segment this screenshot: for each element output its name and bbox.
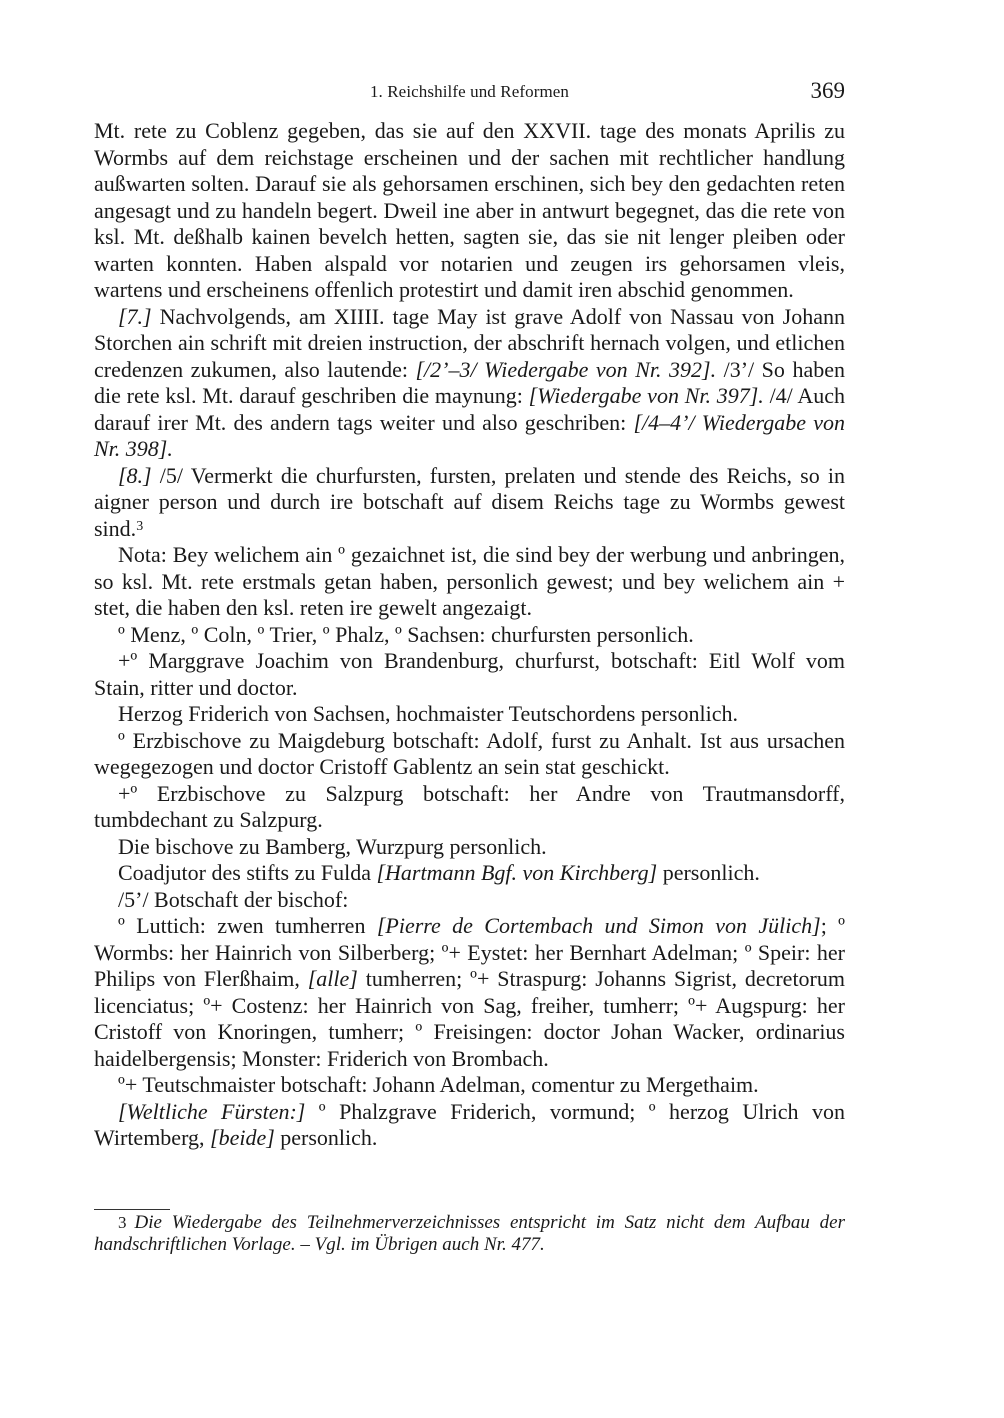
paragraph-2-text-c: /4/ Auch darauf irer Mt. des andern tags weiter und also geschriben: bbox=[94, 383, 845, 435]
bischof-text-c: tumherren; º+ Straspurg: Johanns Sigrist, decretorum licenciatus; º+ Costenz: her Hainrich von Sag, freiher, tumherr; º+ Augspurg: her Cristoff von Knoringen, tumherr; º Freisingen: doctor Johan Wacker, ordinarius haidelbergensis; Monster: Friderich von Brombach. bbox=[94, 966, 845, 1071]
section-mark-8: [8.] bbox=[118, 462, 152, 488]
page-number: 369 bbox=[810, 78, 845, 103]
footnote bbox=[94, 1212, 845, 1256]
paragraph-2-text-b: /3’/ So haben die rete ksl. Mt. darauf geschriben die maynung: bbox=[94, 356, 845, 408]
list-item-salzpurg: +º Erzbischove zu Salzpurg botschaft: her Andre von Trautmansdorff, tumbdechant zu Salzpurg. bbox=[94, 780, 845, 832]
section-mark-7: [7.] bbox=[118, 303, 152, 329]
footnote-divider bbox=[94, 1209, 170, 1210]
list-item-weltliche-fursten bbox=[94, 1099, 845, 1152]
paragraph-2-text-a: Nachvolgends, am XIIII. tage May ist grave Adolf von Nassau von Johann Storchen ain schrift mit dreien instruction, der abschrift hernach volgen, und etlichen credenzen zukumen, also lautende: bbox=[94, 303, 845, 382]
list-item-bischof bbox=[94, 913, 845, 1072]
list-item-brandenburg: +º Marggrave Joachim von Brandenburg, churfurst, botschaft: Eitl Wolf vom Stain, ritter und doctor. bbox=[94, 648, 845, 700]
weltliche-text-b: personlich. bbox=[274, 1125, 378, 1150]
list-item-bamberg: Die bischove zu Bamberg, Wurzpurg personlich. bbox=[118, 833, 547, 859]
list-item-churfursten: º Menz, º Coln, º Trier, º Phalz, º Sachsen: churfursten personlich. bbox=[118, 621, 694, 647]
paragraph-1: Mt. rete zu Coblenz gegeben, das sie auf den XXVII. tage des monats Aprilis zu Wormbs auf dem reichstage erscheinen und der sachen mit rechtlicher handlung außwarten solten. Darauf sie als gehorsamen erschinen, sich bey den gedachten reten angesagt und zu handeln begert. Dweil ine aber in antwurt begegnet, das die rete von ksl. Mt. deßhalb kainen bevelch hetten, sagten sie, das sie nit lenger pleiben oder warten konnten. Haben alspald vor notarien und zeugen irs gehorsamen vleis, wartens und erscheinens offenlich protestirt und damit iren abschid genommen. bbox=[94, 118, 845, 302]
editorial-note-alle: [alle] bbox=[307, 966, 358, 991]
editorial-note-392: [/2’–3/ Wiedergabe von Nr. 392]. bbox=[415, 356, 717, 382]
editorial-note-398: [/4–4’/ Wiedergabe von Nr. 398]. bbox=[94, 409, 845, 461]
footnote-number: 3 bbox=[118, 1213, 127, 1232]
paragraph-nota: Nota: Bey welichem ain º gezaichnet ist, die sind bey der werbung und anbringen, so ksl. Mt. rete erstmals getan haben, personlich gewest; und bey welichem ain + stet, die haben den ksl. reten ire gewelt angezaigt. bbox=[94, 542, 845, 620]
footnote-text: Die Wiedergabe des Teilnehmerverzeichnisses entspricht im Satz nicht dem Aufbau der handschriftlichen Vorlage. – Vgl. im Übrigen auch Nr. 477. bbox=[94, 1212, 845, 1255]
body-text bbox=[94, 118, 845, 1152]
editorial-note-beide: [beide] bbox=[210, 1125, 275, 1150]
bischof-text-a: º Luttich: zwen tumherren bbox=[118, 913, 377, 938]
editorial-note-kirchberg: [Hartmann Bgf. von Kirchberg] bbox=[376, 860, 658, 885]
list-item-bischof-heading: /5’/ Botschaft der bischof: bbox=[118, 886, 349, 912]
list-item-fulda bbox=[94, 860, 845, 887]
list-item-teutschmaister: º+ Teutschmaister botschaft: Johann Adelman, comentur zu Mergethaim. bbox=[118, 1072, 759, 1097]
weltliche-text-a: º Phalzgrave Friderich, vormund; º herzog Ulrich von Wirtemberg, bbox=[94, 1098, 845, 1150]
running-head bbox=[94, 80, 845, 110]
list-item-sachsen: Herzog Friderich von Sachsen, hochmaister Teutschordens personlich. bbox=[118, 701, 738, 726]
paragraph-3-text: /5/ Vermerkt die churfursten, fursten, prelaten und stende des Reichs, so in aigner person und durch ire botschaft auf disem Reichs tage zu Wormbs gewest sind. bbox=[94, 462, 845, 541]
fulda-text-a: Coadjutor des stifts zu Fulda bbox=[118, 860, 377, 885]
editorial-note-weltliche: [Weltliche Fürsten:] bbox=[118, 1098, 306, 1124]
paragraph-3 bbox=[94, 463, 845, 543]
footnote-reference[interactable]: 3 bbox=[136, 518, 144, 534]
editorial-note-cortembach: [Pierre de Cortembach und Simon von Jülich] bbox=[376, 913, 821, 938]
list-item-maigdeburg: º Erzbischove zu Maigdeburg botschaft: Adolf, furst zu Anhalt. Ist aus ursachen wegegezogen und doctor Cristoff Gablentz an sein stat geschickt. bbox=[94, 727, 845, 779]
editorial-note-397: [Wiedergabe von Nr. 397]. bbox=[528, 383, 764, 408]
running-title: 1. Reichshilfe und Reformen bbox=[369, 82, 570, 101]
bischof-text-b: ; º Wormbs: her Hainrich von Silberberg; º+ Eystet: her Bernhart Adelman; º Speir: her Philips von Flerßhaim, bbox=[94, 913, 846, 991]
paragraph-2 bbox=[94, 304, 845, 463]
fulda-text-b: personlich. bbox=[657, 860, 760, 885]
